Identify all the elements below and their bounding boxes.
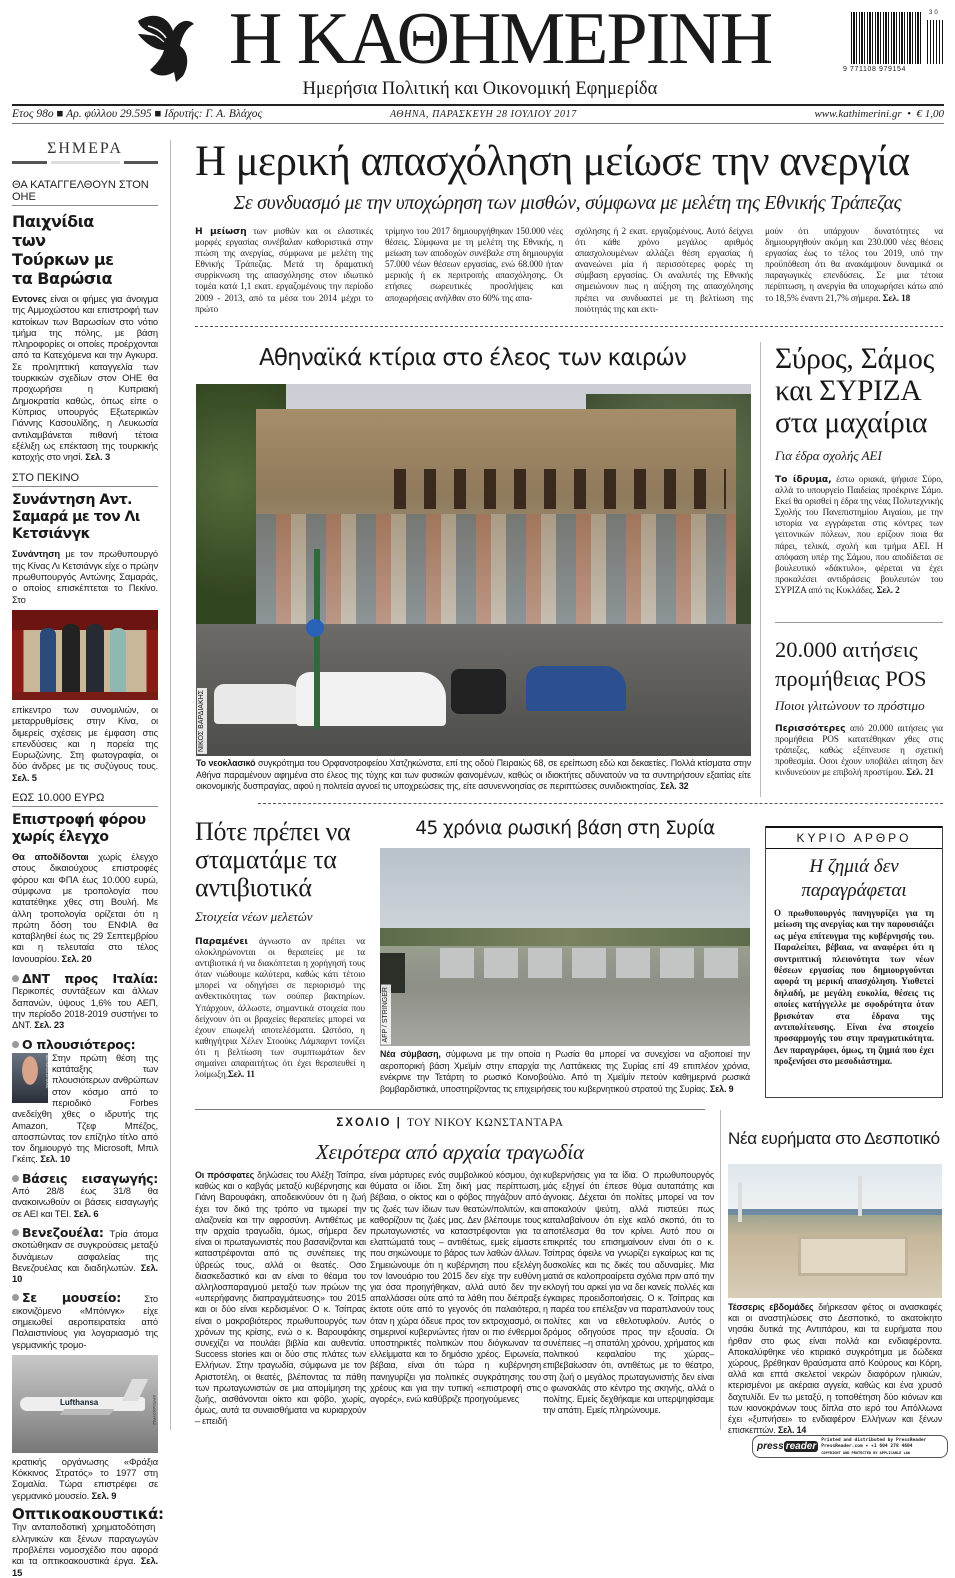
despotiko-excavation-photo	[728, 1164, 942, 1298]
lead-column-1: Η μείωση των μισθών και οι ελαστικές μορφές εργασίας συνέβαλαν καθοριστικά στην πτώση της ανεργίας, σύμφωνα με μελέτη της Εθνικής Τράπεζας. Μετά τη δραματική συρρίκνωση της απασχόλησης στον ιδιωτικό τομέα κατά 1,1 εκατ. εργαζομένους την περίοδο 2009 - 2013, από τα μέσα του 2014 μέχρι το πρώτο	[195, 226, 373, 314]
issue-code: 30	[929, 10, 940, 16]
brief-item: Σε μουσείο: Στο εικονιζόμενο «Μπόινγκ» είχε σημειωθεί αεροπειρατεία από Παλαιστινίους για λογαριασμό της γερμανικής τρομο-	[12, 1290, 158, 1350]
photo-caption: Νέα σύμβαση, σύμφωνα με την οποία η Ρωσία θα μπορεί να συνεχίσει να αξιοποιεί την αεροπορική βάση Χμεϊμίν στην επαρχία της Λαττάκειας της Συρίας επί 49 επιπλέον χρόνια, ενέκρινε την Τετάρτη το ρωσικό Κοινοβούλιο. Από τη Χμεϊμίν πετούν καθημερινά ρωσικά βομβαρδιστικά, υποστηρίζοντας τις επιχειρήσεις του κυβερνητικού στρατού της Συρίας. Σελ. 9	[380, 1049, 750, 1094]
article-subtitle: Ποιοι γλιτώνουν το πρόστιμο	[775, 698, 925, 713]
kicker: ΣΤΟ ΠΕΚΙΝΟ	[12, 472, 158, 487]
pressreader-line: PressReader.com + +1 604 278 4604	[821, 1443, 913, 1449]
masthead-title: Η ΚΑΘΗΜΕΡΙΝΗ	[228, 0, 772, 80]
brief-item: Βάσεις εισαγωγής: Από 28/8 έως 31/8 θα ανακοινωθούν οι βάσεις εισαγωγής σε ΑΕΙ και ΤΕΙ. Σελ. 6	[12, 1170, 158, 1219]
editorial-body: Ο πρωθυπουργός πανηγυρίζει για τη μείωση της ανεργίας και την παρουσιάζει ως μέγα επίτευγμα της κυβέρνησής του. Παραλείπει, βέβαια, να αναφέρει ότι η συντριπτική πλειονότητα των νέων θέσεων εργασίας που δημιουργούνται αφορά τη μερική απασχόληση. Υιοθετεί δηλαδή, με μεγάλη ευκολία, θέσεις τις οποίες κατήγγελλε με σφοδρότητα όταν βρισκόταν στα έδρανα της αντιπολίτευσης. Είναι ένα στοιχείο προσαρμογής του στην πραγματικότητα. Δεν παραγράφει, όμως, τη ζημιά που έχει προξενήσει στο μεσοδιάστημα.	[774, 908, 934, 1067]
article-subtitle: Στοιχεία νέων μελετών	[195, 909, 313, 924]
article-title[interactable]: Νέα ευρήματα στο Δεσποτικό	[728, 1129, 940, 1148]
page-ref[interactable]: Σελ. 3	[85, 451, 111, 463]
pressreader-badge[interactable]	[752, 1435, 948, 1458]
comment-author: ΤΟΥ ΝΙΚΟΥ ΚΩΝΣΤΑΝΤΑΡΑ	[407, 1117, 564, 1129]
pressreader-logo: press reader	[757, 1441, 817, 1452]
section-title-today: ΣΗΜΕΡΑ	[47, 140, 123, 157]
pressreader-line: COPYRIGHT AND PROTECTED BY APPLICABLE LAW	[821, 1450, 910, 1455]
article-body: Συνάντηση με τον πρωθυπουργό της Κίνας Λι Κετσιάνγκ είχε ο πρώην πρωθυπουργός Αντώνης Σαμαράς, ο οποίος επισκέπτεται το Πεκίνο. Στο	[12, 548, 158, 605]
left-column	[12, 140, 164, 1578]
comment-title[interactable]: Χειρότερα από αρχαία τραγωδία	[315, 1140, 585, 1164]
barcode	[843, 10, 947, 78]
article-body: Εντονες είναι οι φήμες για άνοιγμα της Αμμοχώστου και επιστροφή των κατοίκων των Βαρωσίων στο νότιο τμήμα της πόλης, με βάση πληροφορίες οι οποίες προέρχονται από τα Κατεχόμενα και την Αγκυρα. Σε προληπτική καταγγελία των τουρκικών σχεδίων στον ΟΗΕ θα προχωρήσει η Κυπριακή Δημοκρατία καθώς, όπως είπε ο Κύπριος υπουργός Εξωτερικών Γιάννης Κασουλίδης, η Λευκωσία αντιλαμβάνεται πιθανή τέτοια εξέλιξη ως επέκταση της τουρκικής κατοχής στο νησί. Σελ. 3	[12, 293, 158, 463]
article-title[interactable]: Πότε πρέπει να σταματάμε τα αντιβιοτικά	[195, 817, 351, 902]
lead-column-4: μούν ότι υπάρχουν δυνατότητες να δημιουργηθούν ακόμη και 230.000 νέες θέσεις εργασίας έως το τέλος του 2019, υπό την προϋπόθεση ότι θα ανακάμψουν δυναμικά οι παραγωγικές επενδύσεις. Σε μια τέτοια περίπτωση, η ανεργία θα υποχωρήσει κάτω από το 18,5% έναντι 21,7% σήμερα. Σελ. 18	[765, 226, 943, 303]
page-ref[interactable]: Σελ. 32	[660, 781, 689, 791]
issue-date: ΑΘΗΝΑ, ΠΑΡΑΣΚΕΥΗ 28 ΙΟΥΛΙΟΥ 2017	[390, 109, 577, 120]
neoclassical-building-photo	[196, 384, 751, 756]
article-title[interactable]: Παιχνίδια των Τούρκων με τα Βαρώσια	[12, 212, 114, 288]
comment-column-3: κυβερνήσεις για τα ίδια. Ο πρωθυπουργός μάς εξηγεί ότι έπεσε θύμα αυταπάτης και άγνοιας. Δέχεται ότι πολίτες μπορεί να τον αποκαλούν ψεύτη, αλλά πιστεύει πως καταλαβαίνουν ότι είχε καλό σκοπό, ότι το αποτέλεσμα θα τον κρίνει. Αυτό που οι επικριτές του επισημαίνουν είναι ότι ο κ. Τσίπρας όφειλε να γνωρίζει εγκαίρως και τις δυσκολίες και τις δικές του αδυναμίες. Μια ματιά σε καλοπροαίρετα σχόλια πριν από την εκλογή του αρκεί για να δει κανείς πολλές και έγκαιρες προειδοποιήσεις. Ο κ. Τσίπρας και η παρέα του επέλεξαν να παραπλανούν τους πολίτες και να εθελοτυφλούν. Αυτός ο δρόμος οδηγούσε προς την εξουσία. Οι συνέπειες –η σπατάλη χρόνου, χρήματος και πολιτικού κεφαλαίου της χώρας– επιβεβαίωσαν ότι, αντιθέτως με το θέατρο, στη ζωή ο μεγάλος πρωταγωνιστής δεν είναι ο φωνακλάς στο κέντρο της σκηνής, αλλά ο πολίτης. Εμείς δεχθήκαμε και υπερψηφίσαμε την απάτη. Εμείς πληρώνουμε.	[543, 1170, 714, 1416]
article-title[interactable]: Σύρος, Σάμος και ΣΥΡΙΖΑ στα μαχαίρια	[775, 343, 934, 439]
lufthansa-plane-photo	[12, 1355, 158, 1453]
photo-credit: ΝΙΚΟΣ ΒΑΡΔΙΑΚΗΣ	[198, 690, 205, 752]
article-body: Τέσσερις εβδομάδες διήρκεσαν φέτος οι ανασκαφές και οι αναστηλώσεις στο Δεσποτικό, το ακατοίκητο νησάκι δυτικά της Αντιπάρου, και τα ευρήματα που ήρθαν στο φως είναι πολλά και ενδιαφέροντα. Αποκαλύφθηκε νέο κτιριακό συγκρότημα με δώδεκα χώρους, βρέθηκαν θραύσματα από Κούρους και Κόρη, αλλά και επτά σκελετοί νεκρών διαφόρων ηλικιών, κτερισμένοι με ακέραια αγγεία, καθώς και ένα χρυσό δαχτυλίδι. Εν τω μεταξύ, η τοποθέτηση δύο κιόνων και των κιονοκράνων τους δίπλα στο ιερό του Απόλλωνα έχει «ξυπνήσει» το ενδιαφέρον Ελλήνων και ξένων επισκεπτών. Σελ. 14	[728, 1302, 942, 1436]
photo-credit: REUTERS/ALEX WONG	[45, 1054, 49, 1089]
comment-label: ΣΧΟΛΙΟ	[336, 1117, 392, 1129]
brief-item: Ο πλουσιότερος: REUTERS/ALEX WONG Στην πρώτη θέση της κατάταξης των πλουσιότερων ανθρώπων στον κόσμο από το περιοδικό Forbes ανεδείχθη χθες ο ιδρυτής της Amazon, Τζεφ Μπέζος, αποσπώντας τον επίζηλο τίτλο από τον δημιουργό της Microsoft, Μπιλ Γκέιτς. Σελ. 10	[12, 1037, 158, 1165]
lead-column-2: τρίμηνο του 2017 δημιουργήθηκαν 150.000 νέες θέσεις. Σύμφωνα με τη μελέτη της Εθνικής, η μείωση των αποδοχών συνέβαλε στη δημιουργία 57.000 νέων θέσεων εργασίας, ενώ 68.000 ήταν μερικής ή εκ περιτροπής απασχόλησης. Οι ετήσιες σωρευτικές προσλήψεις και αποχωρήσεις ανήλθαν στο 60% της απα-	[385, 226, 563, 303]
price: € 1,00	[916, 108, 944, 120]
brief-item: Οπτικοακουστικά: Την ανταποδοτική χρηματοδότηση ελληνικών και ξένων παραγωγών προβλέπει νομοσχέδιο που αφορά και τα οπτικοακουστικά έργα. Σελ. 15	[12, 1505, 164, 1578]
article-body-cont: επίκεντρο των συνομιλιών, οι μεταρρυθμίσεις στην Κίνα, οι διμερείς σχέσεις με έμφαση στις επενδύσεις και η πορεία της Ευρωζώνης. Στη φωτογραφία, οι δύο άνδρες με τις συζύγους τους. Σελ. 5	[12, 703, 158, 783]
photo-caption: Το νεοκλασικό συγκρότημα του Ορφανοτροφείου Χατζηκώνστα, επί της οδού Πειραιώς 68, σε ερείπωση εδώ και δεκαετίες. Πολλά κτίσματα στην Αθήνα παραμένουν αφημένα στο έλεος της τύχης και των φυσικών φαινομένων, καθώς οι ιδιοκτήτες αδυνατούν να τα συντηρήσουν εξαιτίας είτε οικονομικής δυσπραγίας, αφού η πολιτεία αγνοεί τις υποχρεώσεις της, είτε ασυνεννοησίας σε περιπτώσεις συνιδιοκτησίας. Σελ. 32	[196, 758, 751, 791]
winged-creature-logo-icon	[128, 6, 198, 86]
website-link[interactable]: www.kathimerini.gr	[814, 108, 902, 120]
photo-credit: AFP / STRINGER	[382, 986, 389, 1042]
article-title[interactable]: Συνάντηση Αντ. Σαμαρά με τον Λι Κετσιάνγκ	[12, 492, 140, 543]
lead-subheadline: Σε συνδυασμό με την υποχώρηση των μισθών, σύμφωνα με μελέτη της Εθνικής Τράπεζας	[233, 193, 902, 214]
editorial-box	[765, 826, 943, 1098]
article-title[interactable]: Επιστροφή φόρου χωρίς έλεγχο	[12, 812, 146, 846]
website-price: www.kathimerini.gr • € 1,00	[814, 108, 944, 120]
brief-item-cont: κρατικής οργάνωσης «Φράξια Κόκκινος Στρατός» το 1977 στη Σομαλία. Τώρα επιστρέφει σε γερμανικό μουσείο. Σελ. 9	[12, 1455, 158, 1501]
comment-column-1: Οι πρόσφατες δηλώσεις του Αλέξη Τσίπρα, καθώς και ο καβγάς μεταξύ κυβέρνησης και Γιάνη Βαρουφάκη, αποδεικνύουν ότι η ζωή έχει τον δικό της τρόπο να τιμωρεί την αλαζονεία και την αφροσύνη. Αντιθέτως με την αρχαία τραγωδία, όμως, σήμερα δεν είναι οι πρωταγωνιστές που βασανίζονται και καταστρέφονται από τις συνέπειες της ύβρεώς τους, αλλά οι θεατές. Οσο διασκεδαστικό και αν είναι το θέαμα του αλληλοσπαραγμού μεταξύ των πρώων της «υπερήφανης διαπραγμάτευσης» του 2015 και οι δύο είναι κερδισμένοι: Ο κ. Τσίπρας είναι ο μακροβιότερος πρωθυπουργός των χρόνων της κρίσης, ενώ ο κ. Βαρουφάκης συνεχίζει να πουλάει βιβλία και αυθεντία. Success stories και οι δύο στις πλάτες των Ελλήνων. Στην τραγωδία, σύμφωνα με τον Αριστοτέλη, οι θεατές, βλέποντας τα πάθη των πρωταγωνιστών σε μια απομίμηση της ζωής, αισθάνονται οίκτο και φόβο, χωρίς, όμως, αυτά τα συναισθήματα να κυριαρχούν – επειδή	[195, 1170, 366, 1427]
comment-column-2: είναι μάρτυρες ενός συμβολικού κόσμου, όχι θύματα οι ίδιοι. Στη δική μας περίπτωση, βέβαια, ο οίκτος και ο φόβος πηγάζουν από τις ζωές των ίδιων των θεατών/πολιτών, και καθορίζουν τις ζωές μας. Δεν βλέπουμε τους πρωταγωνιστές να καταστρέφονται για τα ελαττώματά τους – αντιθέτως, εμείς είμαστε που σηκώνουμε το βάρος των λαθών άλλων. Σημειώνουμε ότι η κυβέρνηση που εξελέγη τον Ιανουάριο του 2015 δεν είχε την ευθύνη για όσα προηγήθηκαν, αλλά αυτό δεν την απαλλάσσει ούτε από τα λάθη που διέπραξε έκτοτε ούτε από το γεγονός ότι παλαιότερα, όταν η χώρα όδευε προς τον εκτροχιασμό, οι σημερινοί κυβερνώντες ήταν οι πιο ένθερμοι υποστηρικτές πολιτικών που διόγκωναν τα ελλείμματα και το δημόσιο χρέος. Ειρωνεία, βέβαια, είναι ότι τώρα η κυβέρνηση πανηγυρίζει για πολιτικές συγκράτησης του χρέους και για την τυπική «επιστροφή στις αγορές», ενώ καθύβριζε προηγούμενες	[370, 1170, 541, 1405]
page-ref[interactable]: Σελ. 20	[61, 952, 92, 964]
article-subtitle: Για έδρα σχολής ΑΕΙ	[775, 448, 882, 463]
pressreader-line: Printed and distributed by PressReader	[821, 1437, 927, 1443]
article-body: Παραμένει άγνωστο αν πρέπει να ολοκληρώνονται οι θεραπείες με τα αντιβιοτικά ή να διακόπτεται η χορήγησή τους όταν νιώθουμε καλύτερα, καθώς κάτι τέτοιο μπορεί να οδηγήσει σε περιορισμό της ανθεκτικότητας των σούπερ βακτηρίων. Υπάρχουν, άλλωστε, σημαντικά στοιχεία που δείχνουν ότι οι βραχείες θεραπείες μπορεί να έχουν επωφελή αποτελέσματα. Ωστόσο, η καθηγήτρια Χέλεν Στοούκς Λάμπαρντ τονίζει ότι η βελτίωση των συμπτωμάτων δεν σημαίνει απαραιτήτως ότι έχει θεραπευθεί η λοίμωξη.Σελ. 11	[195, 936, 365, 1080]
samaras-photo	[12, 610, 158, 700]
issue-info: Ετος 98ο ■ Αρ. φύλλου 29.595 ■ Ιδρυτής: Γ. Α. Βλάχος	[12, 108, 263, 120]
kicker: ΕΩΣ 10.000 ΕΥΡΩ	[12, 792, 158, 807]
photo-story-title[interactable]: Αθηναϊκά κτίρια στο έλεος των καιρών	[258, 345, 687, 371]
brief-item: Βενεζουέλα: Τρία άτομα σκοτώθηκαν σε συγκρούσεις μεταξύ δυνάμεων ασφαλείας της Βενεζουέλας και διαδηλωτών. Σελ. 10	[12, 1224, 158, 1285]
page-ref[interactable]: Σελ. 18	[882, 292, 911, 303]
article-body: Θα αποδίδονται χωρίς έλεγχο στους δικαιούχους επιστροφές φόρου και ΦΠΑ έως 10.000 ευρώ, σύμφωνα με τροπολογία που κατατέθηκε χθες στη Βουλή. Με άλλη τροπολογία ορίζεται ότι η πρώτη δόση του ΕΝΦΙΑ θα καταβληθεί έως τις 29 Σεπτεμβρίου και η τελευταία στο τέλος Ιανουαρίου. Σελ. 20	[12, 851, 158, 964]
masthead-logo	[128, 6, 198, 86]
kicker: ΘΑ ΚΑΤΑΓΓΕΛΘΟΥΝ ΣΤΟΝ ΟΗΕ	[12, 179, 158, 206]
article-title[interactable]: 20.000 αιτήσεις προμήθειας POS	[775, 637, 927, 691]
article-body: Το ίδρυμα, έστω οριακά, ψήφισε Σύρο, αλλά το υπουργείο Παιδείας προέκρινε Σάμο. Εκεί θα ορισθεί η έδρα της νέας Πολυτεχνικής Σχολής του Πανεπιστημίου Αιγαίου, με την ιστορία να εγγράφεται στις κόντρες των γειτονικών πόλεων, που ερίζουν ποια θα πάρει, τελικά, σχολή και τμήμα ΑΕΙ. Η απόφαση υπέρ της Σάμου, που αποδίδεται σε βουλευτικό «δάκτυλο», φέρεται να έχει προκαλέσει αντιδράσεις βουλευτών του ΣΥΡΙΖΑ από τις Κυκλάδες. Σελ. 2	[775, 474, 944, 595]
comment-header: ΣΧΟΛΙΟ | ΤΟΥ ΝΙΚΟΥ ΚΩΝΣΤΑΝΤΑΡΑ	[336, 1117, 564, 1129]
masthead-subtitle: Ημερήσια Πολιτική και Οικονομική Εφημερίδα	[302, 79, 658, 99]
article-body: Περισσότερες από 20.000 αιτήσεις για προμήθεια POS κατατέθηκαν χθες στις τράπεζες, καθώς εξέπνευσε η σχετική προθεσμία. Οσοι έχουν υποβάλει αίτηση δεν κινδυνεύουν με επιβολή προστίμου. Σελ. 21	[775, 723, 943, 778]
bezos-photo	[12, 1053, 48, 1103]
editorial-title[interactable]: Η ζημιά δεν παραγράφεται	[801, 856, 907, 901]
lead-column-3: σχόλησης ή 2 εκατ. εργαζομένους. Αυτό δείχνει ότι κάθε χρόνο μεγάλος αριθμός απασχολουμένων αλλάζει θέση εργασίας ή ανανεώνει μία ή περισσότερες φορές τη σύμβαση εργασίας. Οι αναλυτές της Εθνικής σημειώνουν πως η αύξηση της απασχόλησης πρέπει να συνδυαστεί με τη βελτίωση της ποιότητάς της και εκτι-	[575, 226, 753, 314]
barcode-number: 9 771108 979154	[843, 66, 906, 73]
russian-airbase-photo	[380, 848, 750, 1046]
page-ref[interactable]: Σελ. 5	[12, 771, 37, 783]
article-title[interactable]: 45 χρόνια ρωσική βάση στη Συρία	[415, 818, 715, 839]
brief-item: ΔΝΤ προς Ιταλία: Περικοπές συντάξεων και άλλων δαπανών, ύψους 1,6% του ΑΕΠ, την περίοδο 2018-2019 συστήνει το ΔΝΤ. Σελ. 23	[12, 970, 158, 1031]
editorial-label: ΚΥΡΙΟ ΑΡΘΡΟ	[766, 826, 942, 849]
photo-credit: ΑΡ/ΠΛΑΚΟΥΡΑΣ	[152, 1394, 157, 1426]
lead-headline[interactable]: Η μερική απασχόληση μείωσε την ανεργία	[195, 138, 910, 185]
plane-livery: Lufthansa	[60, 1397, 99, 1407]
